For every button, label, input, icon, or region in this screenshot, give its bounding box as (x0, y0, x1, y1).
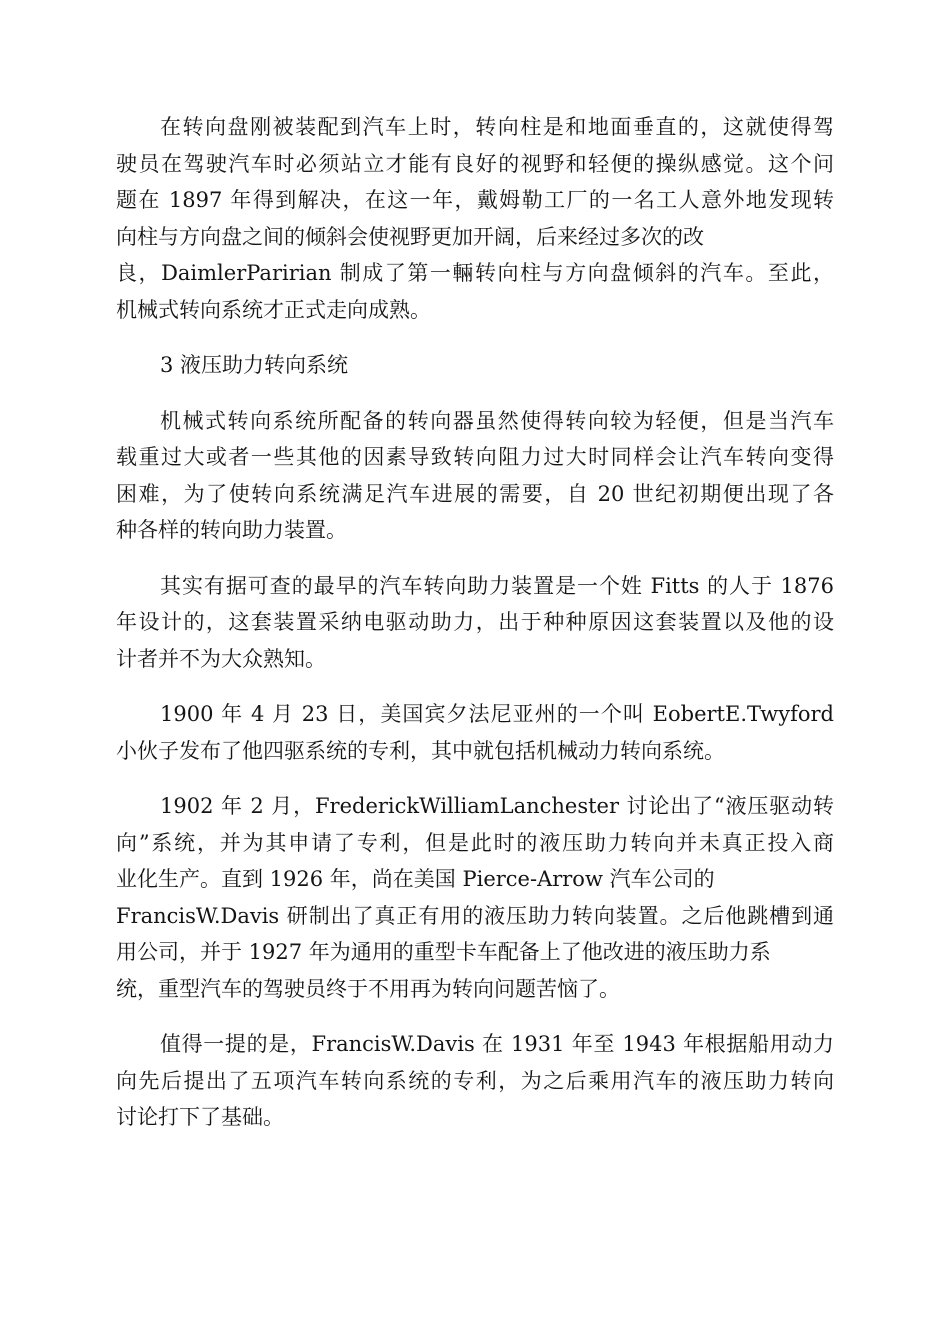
text-line: 讨论打下了基础。 (116, 1105, 284, 1129)
paragraph-davis-patents (116, 1026, 834, 1136)
text-line: 用公司，并于 1927 年为通用的重型卡车配备上了他改进的液压助力系 (116, 940, 771, 964)
text-line: 向柱与方向盘之间的倾斜会使视野更加开阔，后来经过多次的改 (116, 224, 704, 249)
text-line: 小伙子发布了他四驱系统的专利，其中就包括机械动力转向系统。 (116, 738, 725, 763)
text-line: 驶员在驾驶汽车时必须站立才能有良好的视野和轻便的操纵感觉。这个问 (116, 151, 834, 176)
text-line: 载重过大或者一些其他的因素导致转向阻力过大时同样会让汽车转向变得 (116, 445, 834, 469)
paragraph-lanchester-davis (116, 788, 834, 1007)
paragraph-mechanical-steering (116, 403, 834, 549)
text-line: 机械式转向系统所配备的转向器虽然使得转向较为轻便，但是当汽车 (160, 408, 834, 433)
text-line: 向”系统，并为其申请了专利，但是此时的液压助力转向并未真正投入商 (116, 830, 834, 855)
text-line: 1902 年 2 月，FrederickWilliamLanchester 讨论出了“液压驱动转 (160, 794, 834, 818)
paragraph-fitts (116, 568, 834, 678)
text-line: 向先后提出了五项汽车转向系统的专利，为之后乘用汽车的液压助力转向 (116, 1068, 834, 1093)
text-line: 题在 1897 年得到解决，在这一年，戴姆勒工厂的一名工人意外地发现转 (116, 188, 834, 212)
text-line: 1900 年 4 月 23 日，美国宾夕法尼亚州的一个叫 EobertE.Twyford (160, 702, 834, 726)
section-heading-text: 3 液压助力转向系统 (160, 353, 349, 377)
text-line: 种各样的转向助力装置。 (116, 518, 347, 542)
text-line: 良，DaimlerParirian 制成了第一輛转向柱与方向盘倾斜的汽车。至此， (116, 261, 834, 285)
text-line: 其实有据可查的最早的汽车转向助力装置是一个姓 Fitts 的人于 1876 (160, 573, 834, 598)
text-line: 统，重型汽车的驾驶员终于不用再为转向问题苦恼了。 (116, 976, 620, 1001)
text-line: 在转向盘刚被装配到汽车上时，转向柱是和地面垂直的，这就使得驾 (160, 115, 834, 139)
text-line: 年设计的，这套装置采纳电驱动助力，出于种种原因这套装置以及他的设 (116, 610, 834, 634)
text-line: FrancisW.Davis 研制出了真正有用的液压助力转向装置。之后他跳槽到通 (116, 903, 834, 928)
text-line: 值得一提的是，FrancisW.Davis 在 1931 年至 1943 年根据船用动力 (160, 1032, 834, 1056)
document-page (116, 109, 834, 1155)
text-line: 计者并不为大众熟知。 (116, 646, 326, 671)
paragraph-twyford (116, 696, 834, 769)
text-line: 困难，为了使转向系统满足汽车进展的需要，自 20 世纪初期便出现了各 (116, 481, 834, 506)
paragraph-steering-column-history (116, 109, 834, 328)
text-line: 机械式转向系统才正式走向成熟。 (116, 297, 431, 322)
section-heading (116, 347, 834, 384)
text-line: 业化生产。直到 1926 年，尚在美国 Pierce-Arrow 汽车公司的 (116, 867, 715, 891)
